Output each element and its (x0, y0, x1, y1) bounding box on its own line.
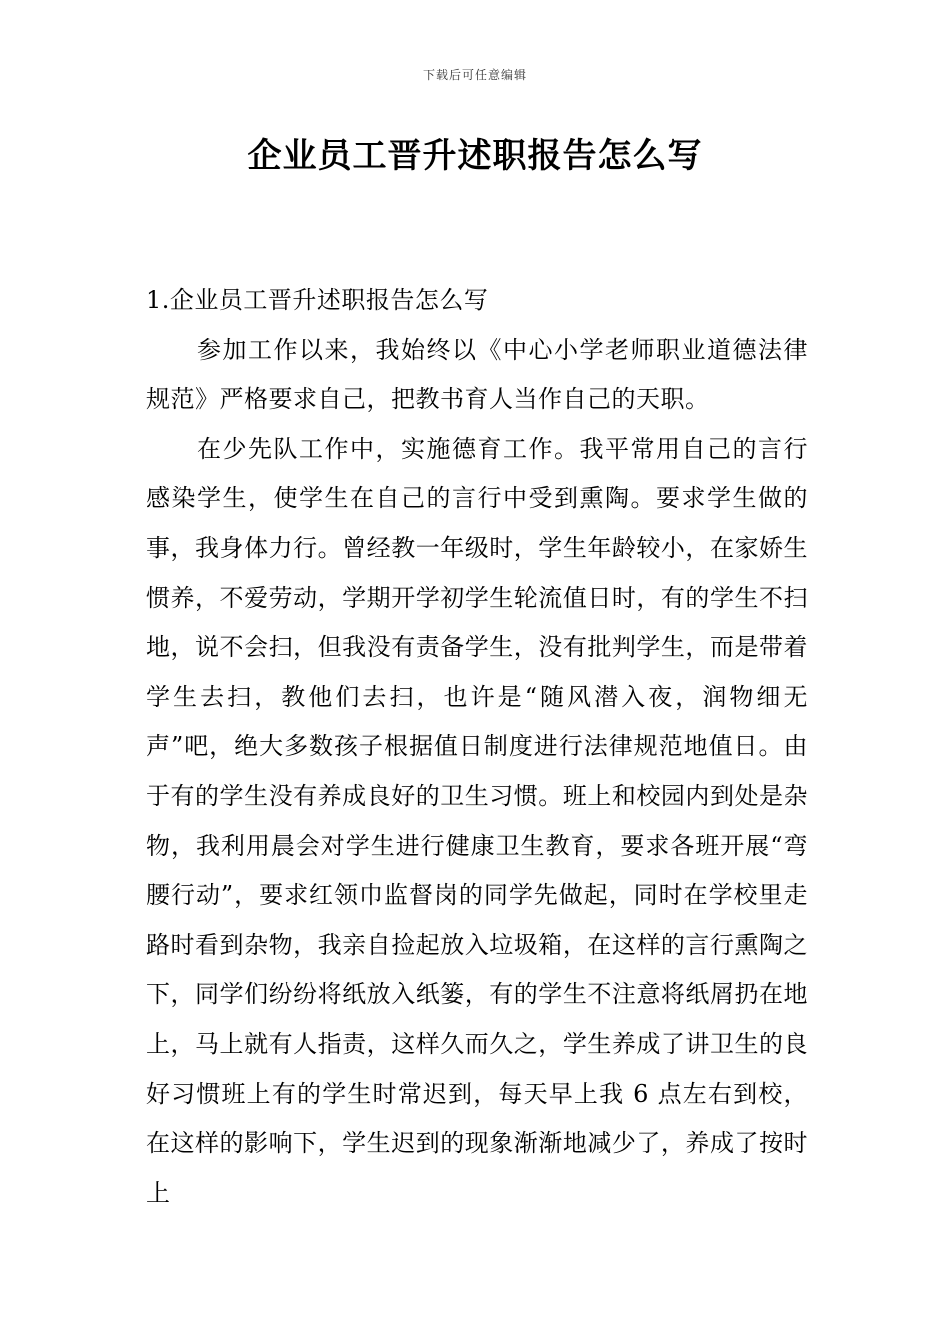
page-header-note: 下载后可任意编辑 (422, 68, 527, 82)
document-title: 企业员工晋升述职报告怎么写 (247, 136, 703, 176)
document-body (146, 276, 808, 1218)
paragraph: 参加工作以来，我始终以《中心小学老师职业道德法律规范》严格要求自己，把教书育人当作自己的天职。 (146, 335, 808, 414)
section-heading: 1.企业员工晋升述职报告怎么写 (146, 286, 489, 314)
paragraph: 在少先队工作中，实施德育工作。我平常用自己的言行感染学生，使学生在自己的言行中受到熏陶。要求学生做的事，我身体力行。曾经教一年级时，学生年龄较小，在家娇生惯养，不爱劳动，学期开学初学生轮流值日时，有的学生不扫地，说不会扫，但我没有责备学生，没有批判学生，而是带着学生去扫，教他们去扫，也许是“随风潜入夜，润物细无声”吧，绝大多数孩子根据值日制度进行法律规范地值日。由于有的学生没有养成良好的卫生习惯。班上和校园内到处是杂物，我利用晨会对学生进行健康卫生教育，要求各班开展“弯腰行动”，要求红领巾监督岗的同学先做起，同时在学校里走路时看到杂物，我亲自捡起放入垃圾箱，在这样的言行熏陶之下，同学们纷纷将纸放入纸篓，有的学生不注意将纸屑扔在地上，马上就有人指责，这样久而久之，学生养成了讲卫生的良好习惯班上有的学生时常迟到，每天早上我 6 点左右到校，在这样的影响下，学生迟到的现象渐渐地减少了，养成了按时上 (146, 434, 808, 1207)
